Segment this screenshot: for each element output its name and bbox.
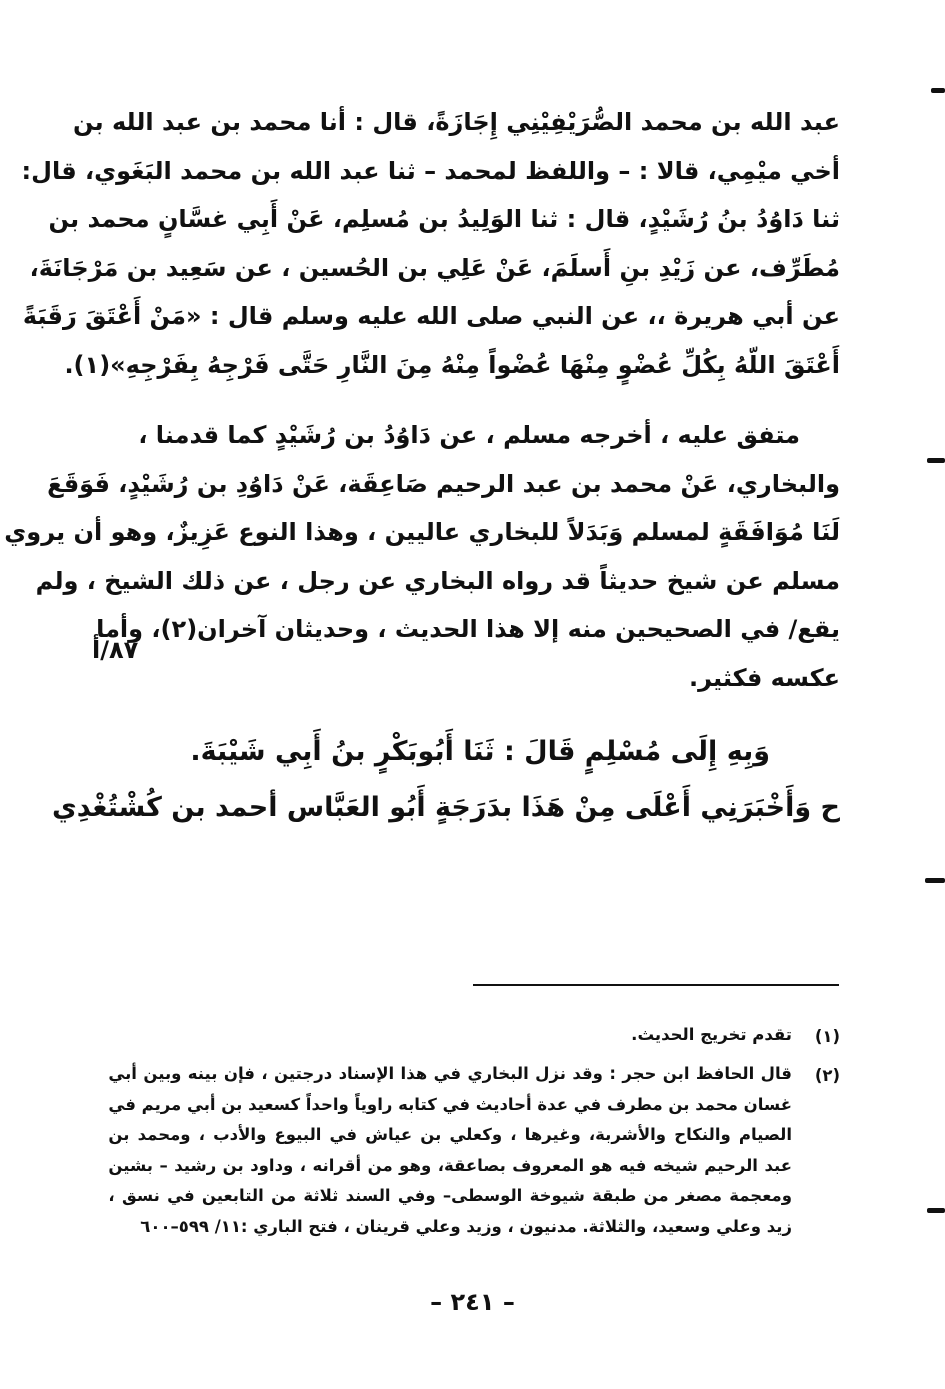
text-line: عن أبي هريرة ،، عن النبي صلى الله عليه وسلم قال : «مَنْ أَعْتَقَ رَقَبَةً (22, 302, 840, 330)
text-line: عبد الله بن محمد الصُّرَيْفِيْنِي إِجَازَةً، قال : أنا محمد بن عبد الله بن (73, 108, 840, 136)
footnote-text (108, 1059, 792, 1242)
footnote-line: زيد وعلي وسعيد، والثلاثة. مدنيون ، وزيد وعلي قرينان ، فتح الباري :١١/ ٥٩٩–٦٠٠ (140, 1216, 792, 1236)
text-line: عكسه فكثير. (689, 663, 840, 692)
paragraph-gap (150, 702, 840, 724)
manuscript-folio-note: ٨٧/أ (92, 636, 139, 664)
footnote-number: (١) (814, 1027, 840, 1046)
footnote-line: الصيام والنكاح والأشربة، وغيرها ، وكعلي بن عياش في البيوع والأدب ، ومحمد بن (108, 1125, 792, 1144)
paragraph-chain (52, 724, 840, 836)
footnote-separator (473, 984, 839, 986)
scan-edge-mark (925, 878, 945, 883)
paragraph-isnad (21, 98, 840, 389)
text-line: مسلم عن شيخ حديثاً قد رواه البخاري عن رجل ، عن ذلك الشيخ ، ولم (35, 566, 840, 595)
text-line: يقع/ في الصحيحين منه إلا هذا الحديث ، وحديثان آخران(٢)، وأما (96, 615, 840, 643)
footnote-number: (٢) (814, 1066, 840, 1085)
footnotes (108, 1020, 840, 1242)
footnote (108, 1059, 840, 1242)
text-line: لَنَا مُوَافَقَةٍ لمسلم وَبَدَلاً للبخاري عاليين ، وهذا النوع عَزِيزٌ، وهو أن يروي (4, 518, 840, 546)
footnote-line: ومعجمة مصغر من طبقة شيوخة الوسطى– وفي السند ثلاثة من التابعين في نسق ، (108, 1186, 792, 1205)
paragraph-gap (150, 389, 840, 411)
text-line: ثنا دَاوُدُ بنُ رُشَيْدٍ، قال : ثنا الوَلِيدُ بن مُسلِم، عَنْ أَبِي غسَّانٍ محمد بن (48, 205, 840, 233)
scan-edge-mark (927, 1208, 945, 1213)
footnote-text (150, 1020, 792, 1053)
footnote (150, 1020, 840, 1053)
text-line: مُطَرِّف، عن زَيْدِ بنِ أَسلَمَ، عَنْ عَلِي بن الحُسين ، عن سَعِيد بن مَرْجَانَةَ، (29, 253, 840, 282)
text-line: أَعْتَقَ اللّهُ بِكُلِّ عُضْوٍ مِنْهَا عُضْواً مِنْهُ مِنَ النَّارِ حَتَّى فَرْجِهُ بِفَرْجِهِ»(١). (64, 350, 840, 379)
chain-line: وَبِهِ إِلَى مُسْلِمٍ قَالَ : ثَنَا أَبُوبَكْرٍ بنُ أَبِي شَيْبَةَ. (190, 736, 770, 767)
footnote-line: غسان محمد بن مطرف في عدة أحاديث في كتابه راوياً واحداً كسعيد بن أبي مريم في (108, 1094, 792, 1114)
footnote-line: عبد الرحيم شيخه فيه هو المعروف بصاعقة، وهو من أقرانه ، وداود بن رشيد – بشين (108, 1155, 792, 1175)
text-line: أخي ميْمِي، قالا : – واللفظ لمحمد – ثنا عبد الله بن محمد البَغَوي، قال: (21, 156, 840, 185)
footnote-line: تقدم تخريج الحديث. (631, 1025, 792, 1044)
text-line: والبخاري، عَنْ محمد بن عبد الرحيم صَاعِقَة، عَنْ دَاوُدِ بن رُشَيْدٍ، فَوَقَعَ (47, 469, 840, 498)
scan-edge-mark (927, 458, 945, 463)
chain-line: ح وَأَخْبَرَنِي أَعْلَى مِنْ هَذَا بدَرَجَةٍ أَبُو العَبَّاس أحمد بن كُشْتُغْدِي (52, 792, 840, 823)
text-line: متفق عليه ، أخرجه مسلم ، عن دَاوُدُ بن رُشَيْدٍ كما قدمنا ، (138, 421, 800, 449)
scan-edge-mark (931, 88, 945, 93)
page-number: – ٢٤١ – (430, 1288, 515, 1316)
footnote-line: قال الحافظ ابن حجر : وقد نزل البخاري في هذا الإسناد درجتين ، فإن بينه وبين أبي (108, 1064, 792, 1083)
